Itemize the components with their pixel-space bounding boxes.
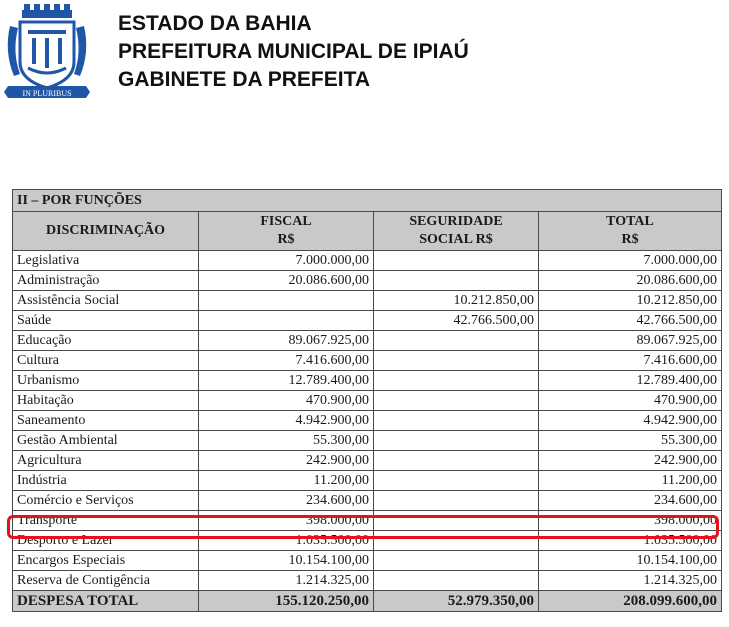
heading-office: GABINETE DA PREFEITA [118, 68, 371, 91]
table-row [13, 291, 722, 311]
row-fiscal: 7.416.600,00 [199, 351, 374, 371]
col-header-total: TOTAL R$ [539, 212, 722, 251]
table-row [13, 511, 722, 531]
row-seguridade [374, 391, 539, 411]
row-name: Reserva de Contigência [13, 571, 199, 591]
row-seguridade [374, 531, 539, 551]
row-name: Saúde [13, 311, 199, 331]
row-name: Agricultura [13, 451, 199, 471]
table-row [13, 271, 722, 291]
total-seguridade: 52.979.350,00 [374, 591, 539, 612]
row-name: Assistência Social [13, 291, 199, 311]
svg-text:IN PLURIBUS: IN PLURIBUS [22, 89, 72, 98]
row-total: 11.200,00 [539, 471, 722, 491]
municipal-coat-of-arms-logo [4, 4, 90, 102]
row-total: 234.600,00 [539, 491, 722, 511]
table-row [13, 251, 722, 271]
row-seguridade [374, 551, 539, 571]
heading-prefecture: PREFEITURA MUNICIPAL DE IPIAÚ [118, 40, 469, 63]
row-name: Encargos Especiais [13, 551, 199, 571]
row-total: 7.416.600,00 [539, 351, 722, 371]
row-seguridade: 10.212.850,00 [374, 291, 539, 311]
row-fiscal: 242.900,00 [199, 451, 374, 471]
row-name: Legislativa [13, 251, 199, 271]
table-row [13, 451, 722, 471]
table-total-row [13, 591, 722, 612]
row-fiscal: 1.035.500,00 [199, 531, 374, 551]
row-fiscal: 7.000.000,00 [199, 251, 374, 271]
row-seguridade [374, 511, 539, 531]
row-name: Indústria [13, 471, 199, 491]
row-total: 242.900,00 [539, 451, 722, 471]
table-row [13, 351, 722, 371]
row-total: 398.000,00 [539, 511, 722, 531]
row-seguridade [374, 371, 539, 391]
row-fiscal: 55.300,00 [199, 431, 374, 451]
row-fiscal: 398.000,00 [199, 511, 374, 531]
row-fiscal: 470.900,00 [199, 391, 374, 411]
row-name: Urbanismo [13, 371, 199, 391]
row-seguridade [374, 251, 539, 271]
table-section-row [13, 190, 722, 212]
table-row [13, 411, 722, 431]
row-fiscal: 12.789.400,00 [199, 371, 374, 391]
col-header-discriminacao: DISCRIMINAÇÃO [13, 212, 199, 251]
table-row [13, 311, 722, 331]
row-seguridade: 42.766.500,00 [374, 311, 539, 331]
col-header-seguridade: SEGURIDADE SOCIAL R$ [374, 212, 539, 251]
row-fiscal: 20.086.600,00 [199, 271, 374, 291]
heading-state: ESTADO DA BAHIA [118, 12, 312, 35]
row-name: Saneamento [13, 411, 199, 431]
row-fiscal: 89.067.925,00 [199, 331, 374, 351]
row-name: Gestão Ambiental [13, 431, 199, 451]
row-name: Comércio e Serviços [13, 491, 199, 511]
row-fiscal: 10.154.100,00 [199, 551, 374, 571]
section-title: II – POR FUNÇÕES [13, 190, 722, 212]
table-row [13, 431, 722, 451]
row-seguridade [374, 451, 539, 471]
total-label: DESPESA TOTAL [13, 591, 199, 612]
row-name: Administração [13, 271, 199, 291]
row-total: 7.000.000,00 [539, 251, 722, 271]
row-total: 42.766.500,00 [539, 311, 722, 331]
table-row [13, 391, 722, 411]
row-total: 470.900,00 [539, 391, 722, 411]
table-body [13, 251, 722, 591]
row-fiscal: 11.200,00 [199, 471, 374, 491]
total-fiscal: 155.120.250,00 [199, 591, 374, 612]
row-total: 10.212.850,00 [539, 291, 722, 311]
document-heading [118, 10, 469, 94]
table-row [13, 471, 722, 491]
row-seguridade [374, 271, 539, 291]
row-total: 1.214.325,00 [539, 571, 722, 591]
row-seguridade [374, 571, 539, 591]
row-fiscal: 234.600,00 [199, 491, 374, 511]
row-seguridade [374, 431, 539, 451]
row-name: Educação [13, 331, 199, 351]
row-seguridade [374, 411, 539, 431]
row-seguridade [374, 491, 539, 511]
table-row [13, 571, 722, 591]
row-name: Desporto e Lazer [13, 531, 199, 551]
table-row [13, 551, 722, 571]
row-fiscal: 1.214.325,00 [199, 571, 374, 591]
budget-by-function-table [12, 189, 722, 612]
row-total: 20.086.600,00 [539, 271, 722, 291]
col-header-fiscal: FISCAL R$ [199, 212, 374, 251]
total-total: 208.099.600,00 [539, 591, 722, 612]
row-fiscal: 4.942.900,00 [199, 411, 374, 431]
row-name: Habitação [13, 391, 199, 411]
table-row [13, 371, 722, 391]
row-total: 55.300,00 [539, 431, 722, 451]
row-fiscal [199, 311, 374, 331]
row-total: 4.942.900,00 [539, 411, 722, 431]
table-row [13, 531, 722, 551]
table-header-row [13, 212, 722, 251]
row-total: 1.035.500,00 [539, 531, 722, 551]
row-total: 89.067.925,00 [539, 331, 722, 351]
table-row [13, 331, 722, 351]
row-total: 12.789.400,00 [539, 371, 722, 391]
row-total: 10.154.100,00 [539, 551, 722, 571]
row-name: Cultura [13, 351, 199, 371]
row-seguridade [374, 471, 539, 491]
row-seguridade [374, 331, 539, 351]
row-name: Transporte [13, 511, 199, 531]
row-seguridade [374, 351, 539, 371]
row-fiscal [199, 291, 374, 311]
table-row [13, 491, 722, 511]
